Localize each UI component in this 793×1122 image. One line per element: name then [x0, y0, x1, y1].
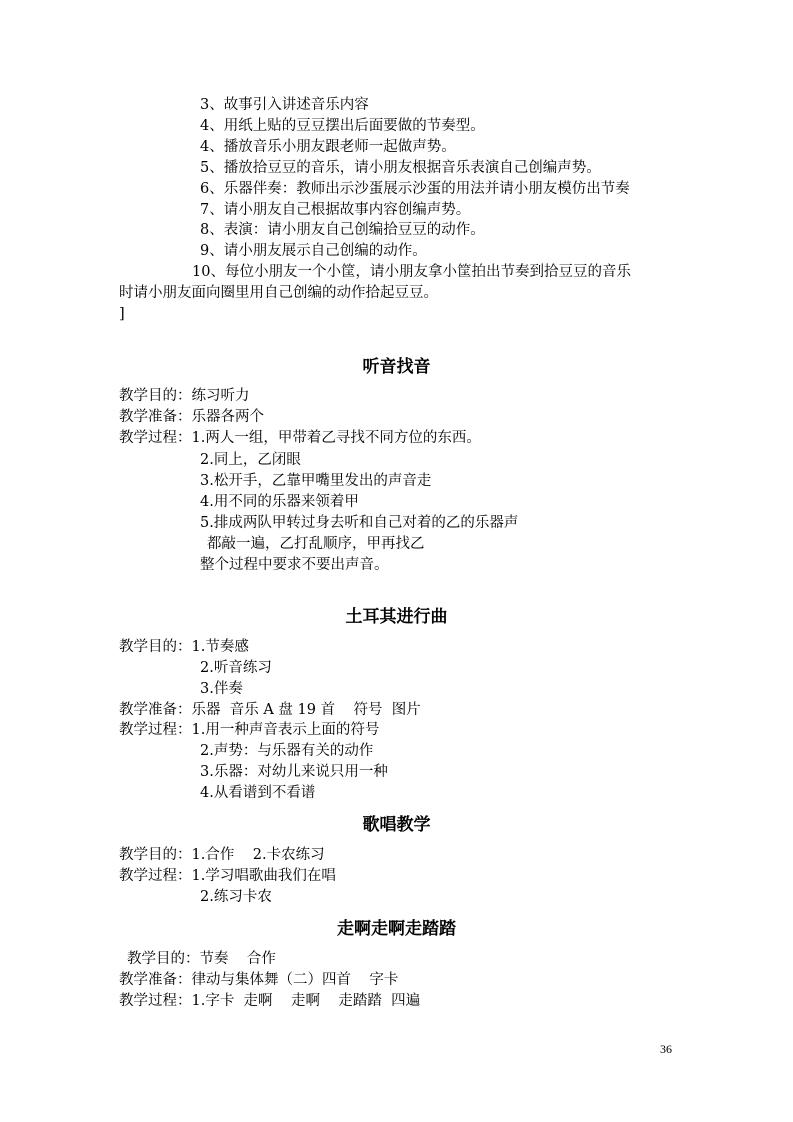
intro-item-4b: 4、播放音乐小朋友跟老师一起做声势。 — [200, 139, 456, 155]
process-step: 4.用不同的乐器来领着甲 — [200, 494, 359, 510]
intro-item-6: 6、乐器伴奏：教师出示沙蛋展示沙蛋的用法并请小朋友模仿出节奏 — [200, 181, 630, 197]
process-step: 2.练习卡农 — [200, 889, 272, 905]
goal-line: 教学目的：练习听力 — [119, 388, 250, 404]
process-step: 2.同上，乙闭眼 — [200, 452, 301, 468]
process-line: 教学过程：1.两人一组，甲带着乙寻找不同方位的东西。 — [119, 430, 481, 446]
section-title-singing: 歌唱教学 — [362, 815, 431, 835]
intro-item-10: 10、每位小朋友一个小筐，请小朋友拿小筐拍出节奏到拾豆豆的音乐 — [192, 264, 631, 280]
process-step: 4.从看谱到不看谱 — [200, 785, 316, 801]
intro-item-10-cont: 时请小朋友面向圈里用自己创编的动作拾起豆豆。 — [119, 285, 438, 301]
prep-line: 教学准备：律动与集体舞（二）四首 字卡 — [119, 972, 399, 988]
section-title-walk: 走啊走啊走踏踏 — [337, 919, 456, 939]
process-line: 教学过程：1.字卡 走啊 走啊 走踏踏 四遍 — [119, 993, 421, 1009]
intro-item-7: 7、请小朋友自己根据故事内容创编声势。 — [200, 202, 471, 218]
intro-item-8: 8、表演：请小朋友自己创编拾豆豆的动作。 — [200, 222, 485, 238]
prep-line: 教学准备：乐器各两个 — [119, 409, 264, 425]
prep-line: 教学准备：乐器 音乐 A 盘 19 首 符号 图片 — [119, 702, 421, 718]
process-note: 整个过程中要求不要出声音。 — [200, 557, 389, 573]
goal-line: 教学目的：1.合作 2.卡农练习 — [119, 847, 325, 863]
goal-line: 教学目的：1.节奏感 — [119, 639, 249, 655]
intro-item-9: 9、请小朋友展示自己创编的动作。 — [200, 243, 427, 259]
goal-line: 教学目的：节奏 合作 — [127, 951, 276, 967]
process-line: 教学过程：1.用一种声音表示上面的符号 — [119, 722, 380, 738]
process-step: 2.声势：与乐器有关的动作 — [200, 743, 374, 759]
process-step: 3.松开手，乙靠甲嘴里发出的声音走 — [200, 473, 432, 489]
closing-bracket: ] — [119, 306, 125, 322]
section-title-turkish-march: 土耳其进行曲 — [345, 607, 448, 627]
process-step: 3.乐器：对幼儿来说只用一种 — [200, 764, 388, 780]
intro-item-3: 3、故事引入讲述音乐内容 — [200, 97, 369, 113]
intro-item-4a: 4、用纸上贴的豆豆摆出后面要做的节奏型。 — [200, 118, 485, 134]
process-step: 5.排成两队甲转过身去听和自己对着的乙的乐器声 — [200, 515, 519, 531]
process-step-cont: 都敲一遍，乙打乱顺序，甲再找乙 — [207, 536, 425, 552]
page-number: 36 — [660, 1042, 672, 1056]
process-line: 教学过程：1.学习唱歌曲我们在唱 — [119, 868, 336, 884]
goal-item: 3.伴奏 — [200, 681, 243, 697]
intro-item-5: 5、播放拾豆豆的音乐，请小朋友根据音乐表演自己创编声势。 — [200, 160, 601, 176]
goal-item: 2.听音练习 — [200, 660, 272, 676]
section-title-listen: 听音找音 — [362, 357, 431, 377]
